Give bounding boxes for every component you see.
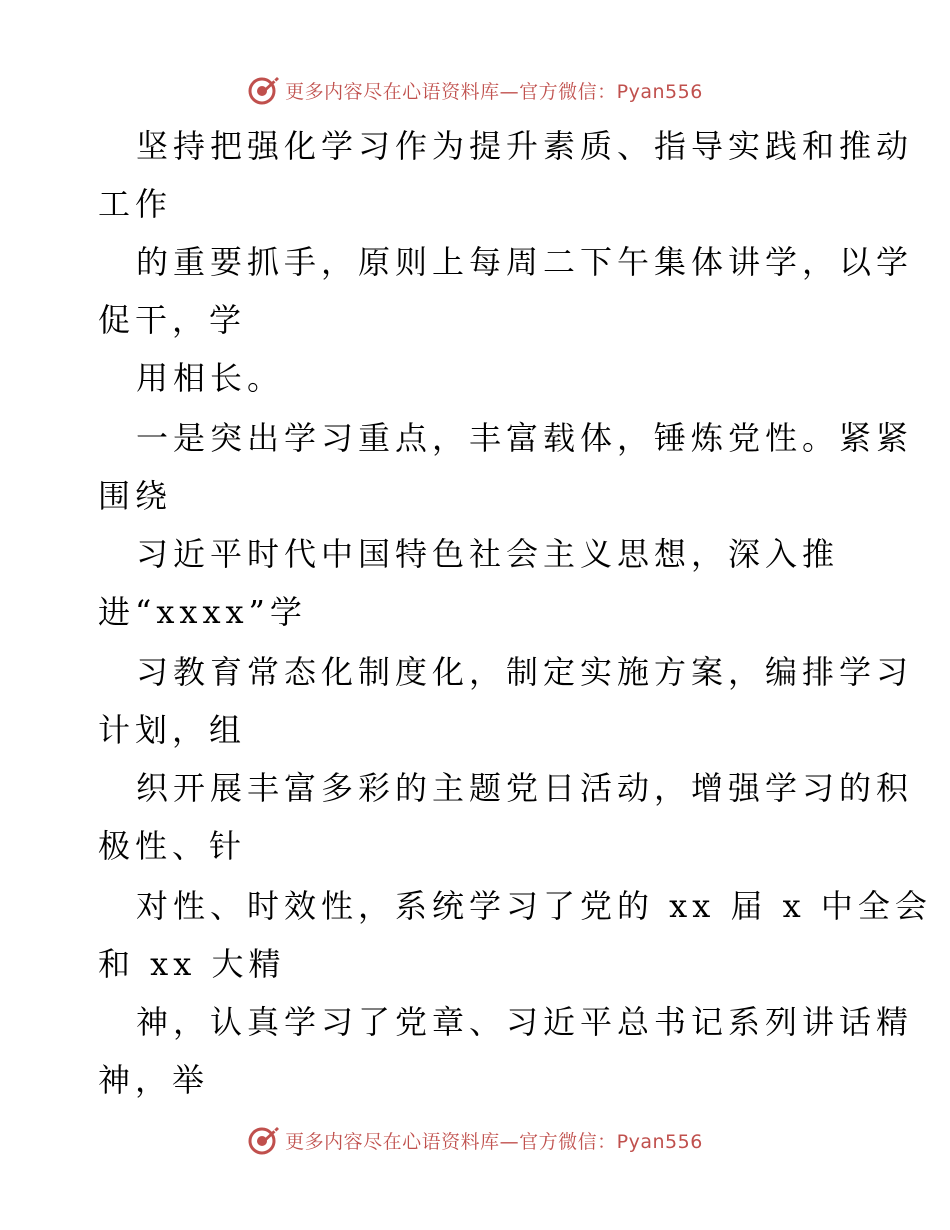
- text-line: 工作: [98, 185, 173, 223]
- text-line: 用相长。: [136, 359, 285, 397]
- banner-wechat-id: Pyan556: [616, 80, 703, 103]
- text-line: 神，举: [98, 1061, 210, 1099]
- text-line: 和 xx 大精: [98, 945, 286, 983]
- text-line: 对性、时效性，系统学习了党的 xx 届 x 中全会: [136, 887, 932, 925]
- text-line: 促干，学: [98, 301, 247, 339]
- text-line: 围绕: [98, 477, 173, 515]
- text-line: 习近平时代中国特色社会主义思想，深入推: [136, 535, 840, 573]
- text-line: 一是突出学习重点，丰富载体，锤炼党性。紧紧: [136, 419, 914, 457]
- pen-circle-logo-icon: [247, 1123, 281, 1157]
- text-line: 进“xxxx”学: [98, 593, 307, 631]
- text-line: 的重要抓手，原则上每周二下午集体讲学，以学: [136, 243, 914, 281]
- text-line: 坚持把强化学习作为提升素质、指导实践和推动: [136, 127, 914, 165]
- banner-label: 更多内容尽在心语资料库—官方微信：: [285, 1130, 617, 1153]
- banner-wechat-id: Pyan556: [616, 1130, 703, 1153]
- footer-banner: [0, 1120, 950, 1160]
- text-line: 习教育常态化制度化，制定实施方案，编排学习: [136, 653, 914, 691]
- banner-label: 更多内容尽在心语资料库—官方微信：: [285, 80, 617, 103]
- banner-text: [285, 1127, 703, 1154]
- text-line: 计划，组: [98, 711, 247, 749]
- text-line: 神，认真学习了党章、习近平总书记系列讲话精: [136, 1003, 914, 1041]
- text-line: 织开展丰富多彩的主题党日活动，增强学习的积: [136, 769, 914, 807]
- text-line: 极性、针: [98, 827, 247, 865]
